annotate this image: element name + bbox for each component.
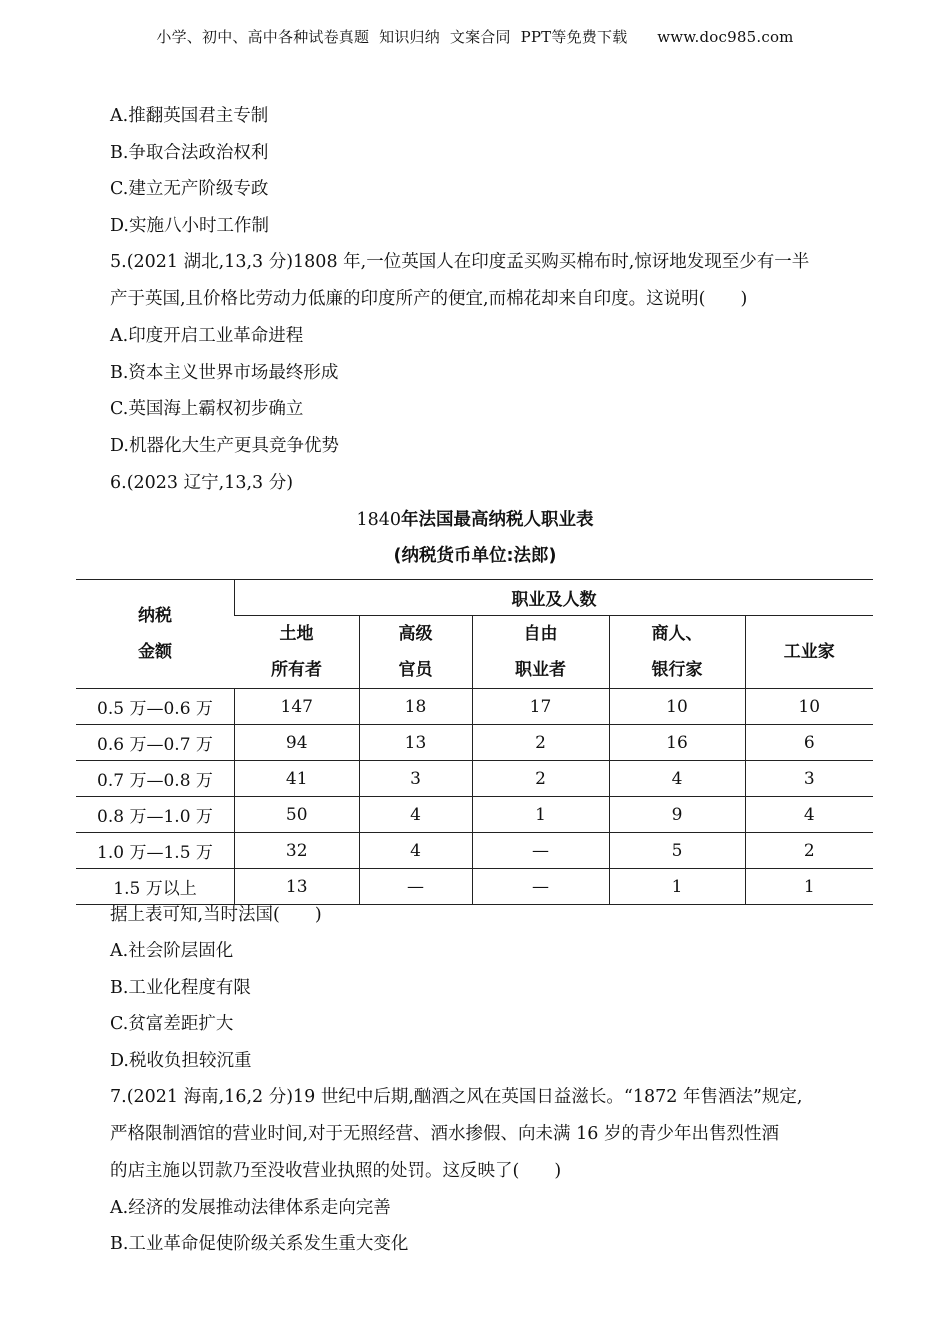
table-row — [76, 833, 873, 869]
cell: 41 — [235, 761, 360, 797]
q6-option-a: A.社会阶层固化 — [110, 941, 234, 961]
cell: 10 — [609, 689, 745, 725]
taxpayer-table — [76, 579, 873, 905]
column-header-line1: 高级 — [398, 624, 433, 644]
cell: 18 — [359, 689, 472, 725]
column-header-line1: 土地 — [279, 624, 314, 644]
q5-stem-line2: 产于英国,且价格比劳动力低廉的印度所产的便宜,而棉花却来自印度。这说明( ) — [110, 289, 748, 309]
row-label: 0.6 万—0.7 万 — [76, 725, 235, 761]
cell: 13 — [359, 725, 472, 761]
column-header-line1: 商人、 — [651, 624, 703, 644]
q4-option-a: A.推翻英国君主专制 — [110, 106, 269, 126]
q6-option-c: C.贫富差距扩大 — [110, 1014, 234, 1034]
row-label: 0.7 万—0.8 万 — [76, 761, 235, 797]
cell: 16 — [609, 725, 745, 761]
cell: 2 — [472, 761, 609, 797]
table-row — [76, 761, 873, 797]
column-header-line2: 所有者 — [271, 660, 322, 680]
q7-option-a: A.经济的发展推动法律体系走向完善 — [110, 1198, 391, 1218]
corner-header-line2: 金额 — [138, 642, 172, 662]
group-header: 职业及人数 — [235, 580, 874, 616]
q4-option-c: C.建立无产阶级专政 — [110, 179, 269, 199]
q7-stem-line1: 7.(2021 海南,16,2 分)19 世纪中后期,酗酒之风在英国日益滋长。“1872 年售酒法”规定, — [110, 1087, 803, 1107]
row-label: 1.0 万—1.5 万 — [76, 833, 235, 869]
q5-option-d: D.机器化大生产更具竞争优势 — [110, 436, 339, 456]
cell: 50 — [235, 797, 360, 833]
table-title-year: 1840 — [356, 510, 402, 530]
cell: — — [472, 833, 609, 869]
q5-option-a: A.印度开启工业革命进程 — [110, 326, 304, 346]
cell: 13 — [235, 869, 360, 905]
cell: 4 — [359, 833, 472, 869]
column-header-line2: 官员 — [398, 660, 433, 680]
q7-option-b: B.工业革命促使阶级关系发生重大变化 — [110, 1234, 409, 1254]
table-title — [0, 508, 950, 532]
column-header-line1: 自由 — [523, 624, 558, 644]
cell: — — [359, 869, 472, 905]
cell: 2 — [472, 725, 609, 761]
cell: 2 — [745, 833, 873, 869]
column-header-line2: 职业者 — [515, 660, 566, 680]
cell: 1 — [745, 869, 873, 905]
table-row — [76, 689, 873, 725]
column-header-merchants — [609, 616, 745, 689]
column-header-landowners — [235, 616, 360, 689]
table-row — [76, 725, 873, 761]
q6-stem: 6.(2023 辽宁,13,3 分) — [110, 473, 294, 493]
cell: 5 — [609, 833, 745, 869]
cell: 4 — [359, 797, 472, 833]
q7-stem-line2: 严格限制酒馆的营业时间,对于无照经营、酒水掺假、向未满 16 岁的青少年出售烈性酒 — [110, 1124, 779, 1144]
cell: 6 — [745, 725, 873, 761]
cell: 10 — [745, 689, 873, 725]
cell: 1 — [609, 869, 745, 905]
q5-stem-line1: 5.(2021 湖北,13,3 分)1808 年,一位英国人在印度孟买购买棉布时,惊讶地发现至少有一半 — [110, 252, 810, 272]
q6-option-b: B.工业化程度有限 — [110, 978, 251, 998]
q4-option-d: D.实施八小时工作制 — [110, 216, 269, 236]
table-title-text: 年法国最高纳税人职业表 — [401, 510, 594, 530]
column-header-officials — [359, 616, 472, 689]
q5-option-c: C.英国海上霸权初步确立 — [110, 399, 304, 419]
q5-option-b: B.资本主义世界市场最终形成 — [110, 363, 339, 383]
row-label: 0.5 万—0.6 万 — [76, 689, 235, 725]
cell: 147 — [235, 689, 360, 725]
cell: — — [472, 869, 609, 905]
cell: 4 — [609, 761, 745, 797]
cell: 9 — [609, 797, 745, 833]
cell: 32 — [235, 833, 360, 869]
cell: 3 — [745, 761, 873, 797]
corner-header — [76, 580, 235, 689]
cell: 3 — [359, 761, 472, 797]
table-row — [76, 869, 873, 905]
column-header-industrialists: 工业家 — [745, 616, 873, 689]
q7-stem-line3: 的店主施以罚款乃至没收营业执照的处罚。这反映了( ) — [110, 1161, 562, 1181]
cell: 4 — [745, 797, 873, 833]
table-subtitle: (纳税货币单位:法郎) — [393, 546, 557, 566]
cell: 17 — [472, 689, 609, 725]
cell: 94 — [235, 725, 360, 761]
row-label: 1.5 万以上 — [76, 869, 235, 905]
column-header-line2: 银行家 — [651, 660, 703, 680]
table-row — [76, 797, 873, 833]
q6-question: 据上表可知,当时法国( ) — [110, 905, 322, 925]
cell: 1 — [472, 797, 609, 833]
page-header: 小学、初中、高中各种试卷真题 知识归纳 文案合同 PPT等免费下载 www.doc985.com — [156, 28, 794, 46]
q6-option-d: D.税收负担较沉重 — [110, 1051, 252, 1071]
q4-option-b: B.争取合法政治权利 — [110, 143, 269, 163]
row-label: 0.8 万—1.0 万 — [76, 797, 235, 833]
column-header-professionals — [472, 616, 609, 689]
corner-header-line1: 纳税 — [138, 606, 172, 626]
